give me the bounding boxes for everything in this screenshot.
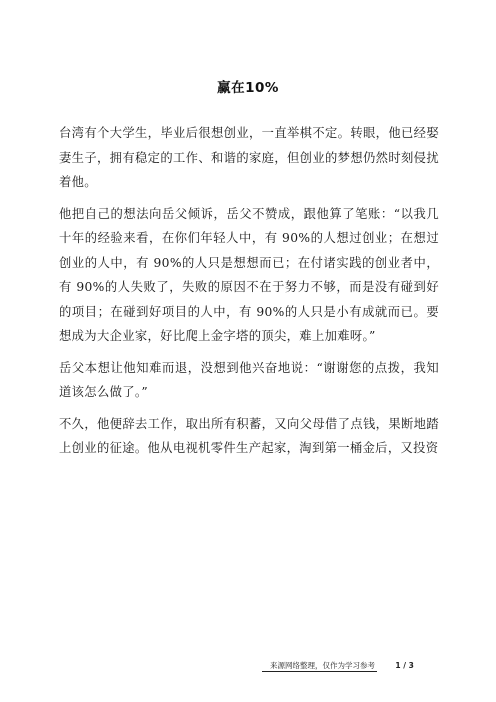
document-title: 赢在10%: [217, 80, 279, 96]
page-indicator: 1 / 3: [395, 661, 414, 670]
paragraph-4: 不久，他便辞去工作，取出所有积蓄，又向父母借了点钱，果断地踏上创业的征途。他从电视机零件生产起家，淘到第一桶金后，又投资: [59, 416, 439, 455]
paragraph-1: 台湾有个大学生，毕业后很想创业，一直举棋不定。转眼，他已经娶妻生子，拥有稳定的工作、和谐的家庭，但创业的梦想仍然时刻侵扰着他。: [59, 126, 439, 189]
source-note: 来源网络整理，仅作为学习参考: [262, 661, 377, 672]
page-footer: [262, 660, 414, 671]
document-body: [59, 121, 439, 468]
paragraph-2: 他把自己的想法向岳父倾诉，岳父不赞成，跟他算了笔账：“以我几十年的经验来看，在你们年轻人中，有 90%的人想过创业；在想过创业的人中，有 90%的人只是想想而已；在付诸实践的创业者中，有 90%的人失败了，失败的原因不在于努力不够，而是没有碰到好的项目；在碰到好项目的人中，有 90%的人只是小有成就而已。要想成为大企业家，好比爬上金字塔的顶尖，难上加难呀。”: [59, 206, 439, 343]
paragraph-3: 岳父本想让他知难而退，没想到他兴奋地说：“谢谢您的点拨，我知道该怎么做了。”: [59, 360, 439, 399]
